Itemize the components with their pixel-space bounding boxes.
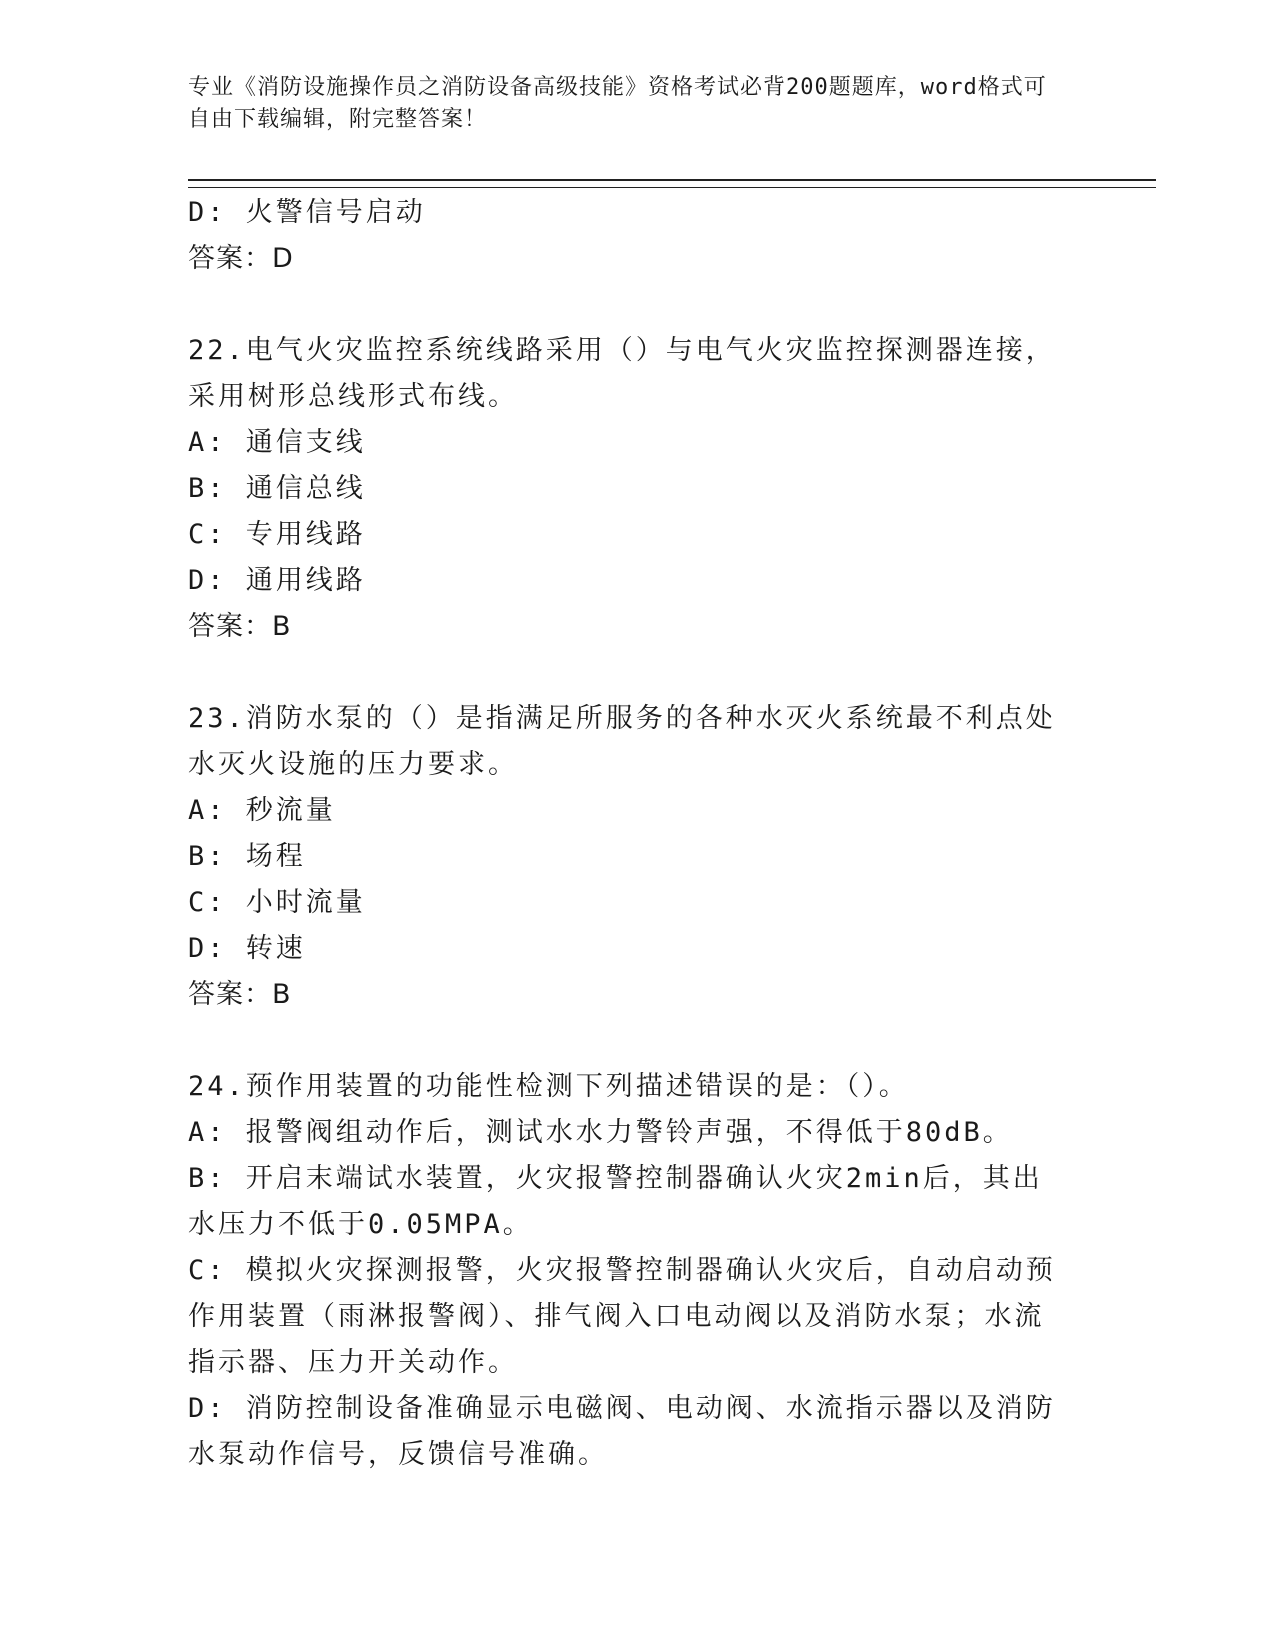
page-header: 专业《消防设施操作员之消防设备高级技能》资格考试必背200题题库，word格式可自由下载编辑，附完整答案！ xyxy=(188,75,1047,132)
option-d: D: 火警信号启动 xyxy=(188,197,426,228)
question-23 xyxy=(188,696,1068,1018)
answer-line: 答案：B xyxy=(188,611,292,642)
question-stem: 24.预作用装置的功能性检测下列描述错误的是：（）。 xyxy=(188,1071,909,1102)
question-22 xyxy=(188,328,1068,650)
option-b: B: 开启末端试水装置，火灾报警控制器确认火灾2min后，其出水压力不低于0.05MPA。 xyxy=(188,1163,1043,1240)
option-d: D: 转速 xyxy=(188,933,306,964)
previous-question-tail xyxy=(188,190,1068,282)
question-stem: 22.电气火灾监控系统线路采用（）与电气火灾监控探测器连接，采用树形总线形式布线。 xyxy=(188,335,1056,412)
option-b: B: 场程 xyxy=(188,841,306,872)
option-a: A: 秒流量 xyxy=(188,795,336,826)
option-d: D: 消防控制设备准确显示电磁阀、电动阀、水流指示器以及消防水泵动作信号，反馈信号准确。 xyxy=(188,1393,1056,1470)
option-b: B: 通信总线 xyxy=(188,473,366,504)
question-stem: 23.消防水泵的（）是指满足所服务的各种水灭火系统最不利点处水灭火设施的压力要求。 xyxy=(188,703,1056,780)
header-divider xyxy=(188,179,1156,188)
option-a: A: 报警阀组动作后，测试水水力警铃声强，不得低于80dB。 xyxy=(188,1117,1013,1148)
option-c: C: 小时流量 xyxy=(188,887,366,918)
option-d: D: 通用线路 xyxy=(188,565,366,596)
option-c: C: 专用线路 xyxy=(188,519,366,550)
question-content xyxy=(188,190,1068,1478)
question-24 xyxy=(188,1064,1068,1478)
option-a: A: 通信支线 xyxy=(188,427,366,458)
answer-line: 答案：D xyxy=(188,243,294,274)
answer-line: 答案：B xyxy=(188,979,292,1010)
option-c: C: 模拟火灾探测报警，火灾报警控制器确认火灾后，自动启动预作用装置（雨淋报警阀）、排气阀入口电动阀以及消防水泵；水流指示器、压力开关动作。 xyxy=(188,1255,1056,1378)
